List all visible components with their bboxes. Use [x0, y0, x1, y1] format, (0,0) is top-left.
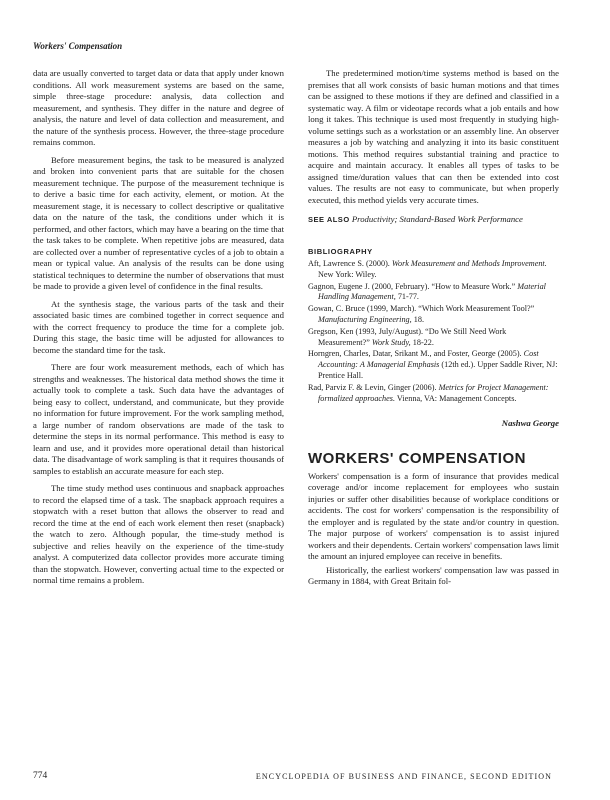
- bibliography-entry: Gregson, Ken (1993, July/August). “Do We Still Need Work Measurement?” Work Study, 18-22.: [308, 326, 507, 347]
- bibliography-entry: Aft, Lawrence S. (2000). Work Measurement and Methods Improvement. New York: Wiley.: [308, 259, 547, 279]
- paragraph: At the synthesis stage, the various parts of the task and their associated basic times are combined together in correct sequence and with the correct frequency to produce the time for a complete job. During this stage, the basic time will be adjusted for allowances to become the standard time for the task.: [33, 298, 284, 355]
- bibliography: [308, 259, 559, 404]
- right-column: [308, 68, 559, 588]
- paragraph: Historically, the earliest workers' compensation law was passed in Germany in 1884, with Great Britain fol-: [308, 564, 559, 587]
- see-also-label: SEE ALSO: [308, 215, 350, 224]
- paragraph: The time study method uses continuous and snapback approaches to record the elapsed time of a task. The snapback approach requires a stopwatch with a reset button that allows the observer to read and record the time at the end of each work element then reset (snapback) the watch to zero. Although popular, the time-study method is subjective and relies heavily on the experience of the time-study analyst. A computerized data collector provides more accurate timing than the stopwatch. However, converting actual time to the expected or normal time remains a problem.: [33, 483, 284, 585]
- bibliography-entry: Rad, Parviz F. & Levin, Ginger (2006). Metrics for Project Management: formalized approaches. Vienna, VA: Management Concepts.: [308, 382, 549, 403]
- bibliography-entry: Gowan, C. Bruce (1999, March). “Which Work Measurement Tool?” Manufacturing Engineering, 18.: [308, 304, 535, 324]
- paragraph: Before measurement begins, the task to be measured is analyzed and broken into convenient parts that are suitable for the chosen measurement technique. The purpose of the measurement technique is to derive a basic time for each activity, element, or motion. At the measurement stage, it is necessary to collect descriptive or qualitative data on the nature of the task, the conditions under which it is performed, and other factors, which may have a bearing on the time that the task takes to be complete. When repetitive jobs are measured, data are collected over a number of representative cycles of a job to obtain a mean or typical value. An analysis of the results can be done using statistical techniques to determine the number of observations that must be made to provide a given level of confidence in the final results.: [33, 154, 284, 291]
- paragraph: There are four work measurement methods, each of which has strengths and weaknesses. The historical data method shows the time it actually took to complete a task. Such data have the advantages of being easy to collect, understand, and communicate, but they provide no information for future improvement. For the work sampling method, a large number of random observations are made of the task to determine the steps in its normal performance. This method is easy to learn and use, and it provides more operational detail than historical data. The disadvantage of work sampling is that it requires thousands of samples to establish an accurate measure for each step.: [33, 362, 284, 476]
- bibliography-heading: BIBLIOGRAPHY: [308, 246, 373, 256]
- see-also: [308, 214, 559, 226]
- see-also-link[interactable]: Productivity; Standard-Based Work Performance: [351, 214, 523, 224]
- paragraph: data are usually converted to target data or data that apply under known conditions. All work measurement systems are based on the same, simple three-stage procedure: analysis, data collection and measurement, and synthesis. They differ in the nature and degree of analysis, the nature and level of data collection and measurement, and the nature of the synthesis process. However, the three-stage procedure remains common.: [33, 68, 284, 147]
- book-title: ENCYCLOPEDIA OF BUSINESS AND FINANCE, SECOND EDITION: [255, 772, 552, 781]
- paragraph: Workers' compensation is a form of insurance that provides medical coverage and/or income replacement for employees who sustain injuries or suffer other disabilities because of workplace conditions or accidents. The cost for workers' compensation is the responsibility of the employer and is regulated by the state and/or country in question. The major purpose of workers' compensation is to assist injured workers and their dependents. Certain workers' compensation laws limit the amount an injured employee can receive in benefits.: [308, 470, 559, 562]
- running-head: Workers' Compensation: [33, 41, 123, 51]
- bibliography-entry: Horngren, Charles, Datar, Srikant M., and Foster, George (2005). Cost Accounting: A Managerial Emphasis (12th ed.). Upper Saddle River, NJ: Prentice Hall.: [308, 349, 558, 380]
- left-column: [33, 68, 284, 587]
- section-title: WORKERS' COMPENSATION: [308, 449, 526, 467]
- author-name: Nashwa George: [501, 418, 559, 429]
- bibliography-entry: Gagnon, Eugene J. (2000, February). “How to Measure Work.” Material Handling Management, 71-77.: [308, 281, 546, 302]
- page-number: 774: [33, 771, 48, 781]
- paragraph: The predetermined motion/time systems method is based on the premises that all work consists of basic human motions and that times can be assigned to these motions if they are defined and classified in a systematic way. A film or videotape records what a job entails and how long it takes. This technique is used most frequently in studying high-volume settings such as a workstation or an assembly line. An observer measures a job by watching and analyzing it into its basic constituent motions. This method requires substantial training and practice to acquire and maintain accuracy. It enables all types of tasks to be assigned time/duration values that can then be extended into cost values. The results are not easy to communicate, but when properly executed, this method yields very accurate times.: [308, 68, 559, 205]
